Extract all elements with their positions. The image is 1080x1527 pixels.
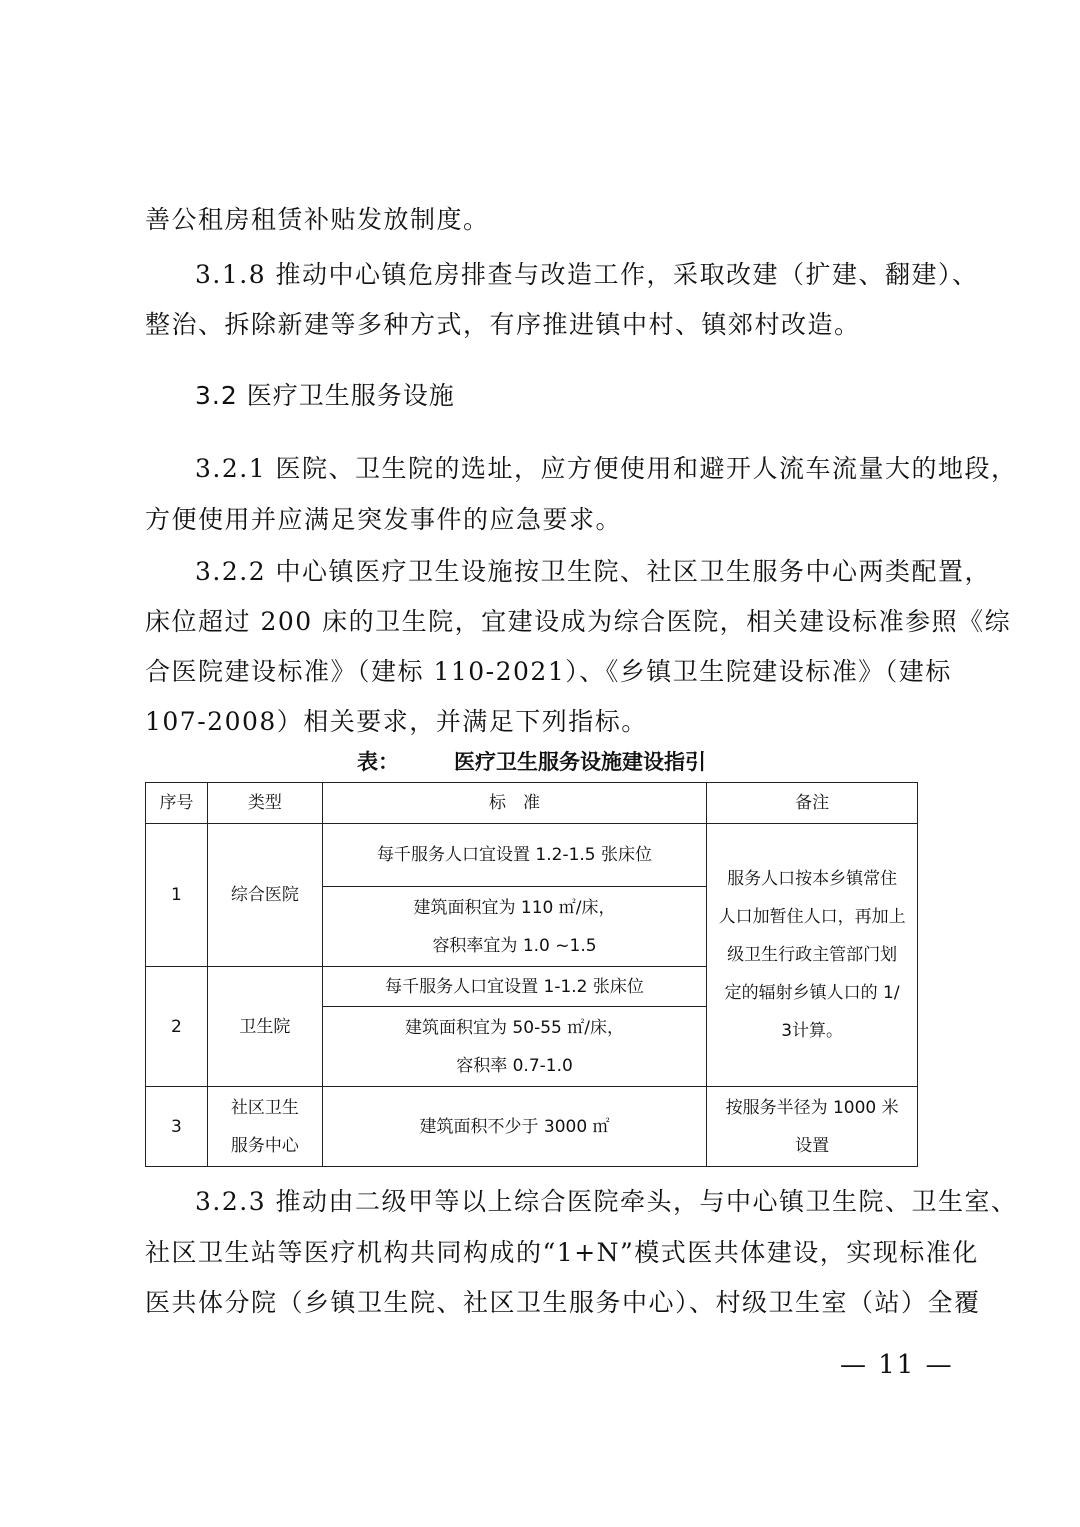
header-seq: 序号 (146, 783, 208, 824)
cell-seq: 3 (146, 1087, 208, 1167)
remark-line: 级卫生行政主管部门划 (727, 945, 898, 965)
table-title-label: 表： (357, 750, 399, 774)
standard-line: 容积率 0.7-1.0 (456, 1055, 573, 1076)
table-title-text: 医疗卫生服务设施建设指引 (454, 750, 706, 774)
paragraph-line: 107-2008）相关要求，并满足下列指标。 (145, 707, 648, 736)
standard-line: 建筑面积宜为 50-55 ㎡/床， (405, 1017, 624, 1038)
cell-type: 综合医院 (207, 824, 322, 967)
cell-seq: 2 (146, 967, 208, 1087)
remark-line: 3计算。 (781, 1021, 844, 1041)
table-row (146, 1087, 918, 1167)
paragraph-line: 整治、拆除新建等多种方式，有序推进镇中村、镇郊村改造。 (145, 310, 861, 339)
cell-standard: 每千服务人口宜设置 1.2-1.5 张床位 (322, 824, 706, 887)
type-line: 社区卫生 (230, 1097, 299, 1118)
paragraph-line: 社区卫生站等医疗机构共同构成的“1+N”模式医共体建设，实现标准化 (145, 1238, 979, 1267)
table-row (146, 824, 918, 887)
page-number: — 11 — (840, 1350, 954, 1380)
cell-standard (322, 887, 706, 967)
remark-line: 按服务半径为 1000 米 (725, 1097, 899, 1118)
standard-line: 容积率宜为 1.0 ~1.5 (432, 935, 597, 956)
header-remark: 备注 (707, 783, 918, 824)
paragraph-line: 3.2.3 推动由二级甲等以上综合医院牵头，与中心镇卫生院、卫生室、 (195, 1187, 1018, 1216)
paragraph-line: 合医院建设标准》（建标 110-2021）、《乡镇卫生院建设标准》（建标 (145, 657, 952, 686)
header-standard: 标 准 (322, 783, 706, 824)
paragraph-line: 3.2.1 医院、卫生院的选址，应方便使用和避开人流车流量大的地段， (195, 454, 1018, 483)
cell-type: 卫生院 (207, 967, 322, 1087)
paragraph-line: 3.2.2 中心镇医疗卫生设施按卫生院、社区卫生服务中心两类配置， (195, 557, 992, 586)
cell-standard: 每千服务人口宜设置 1-1.2 张床位 (322, 967, 706, 1007)
standard-line: 建筑面积宜为 110 ㎡/床， (413, 897, 616, 918)
cell-type (207, 1087, 322, 1167)
remark-line: 服务人口按本乡镇常住 (727, 869, 898, 889)
remark-line: 定的辐射乡镇人口的 1/ (724, 983, 900, 1003)
section-heading: 3.2 医疗卫生服务设施 (195, 381, 455, 410)
header-type: 类型 (207, 783, 322, 824)
paragraph-line: 善公租房租赁补贴发放制度。 (145, 205, 490, 234)
paragraph-line: 床位超过 200 床的卫生院，宜建设成为综合医院，相关建设标准参照《综 (145, 607, 1012, 636)
cell-seq: 1 (146, 824, 208, 967)
guide-table (145, 782, 918, 1167)
cell-remark (707, 1087, 918, 1167)
table-header-row (146, 783, 918, 824)
cell-remark (707, 824, 918, 1087)
type-line: 服务中心 (230, 1135, 299, 1156)
paragraph-line: 医共体分院（乡镇卫生院、社区卫生服务中心）、村级卫生室（站）全覆 (145, 1288, 981, 1317)
cell-standard (322, 1007, 706, 1087)
table-title (145, 748, 918, 776)
paragraph-line: 3.1.8 推动中心镇危房排查与改造工作，采取改建（扩建、翻建）、 (195, 260, 979, 289)
cell-standard: 建筑面积不少于 3000 ㎡ (322, 1087, 706, 1167)
paragraph-line: 方便使用并应满足突发事件的应急要求。 (145, 505, 623, 534)
remark-line: 人口加暂住人口，再加上 (718, 907, 906, 927)
remark-line: 设置 (795, 1135, 830, 1156)
